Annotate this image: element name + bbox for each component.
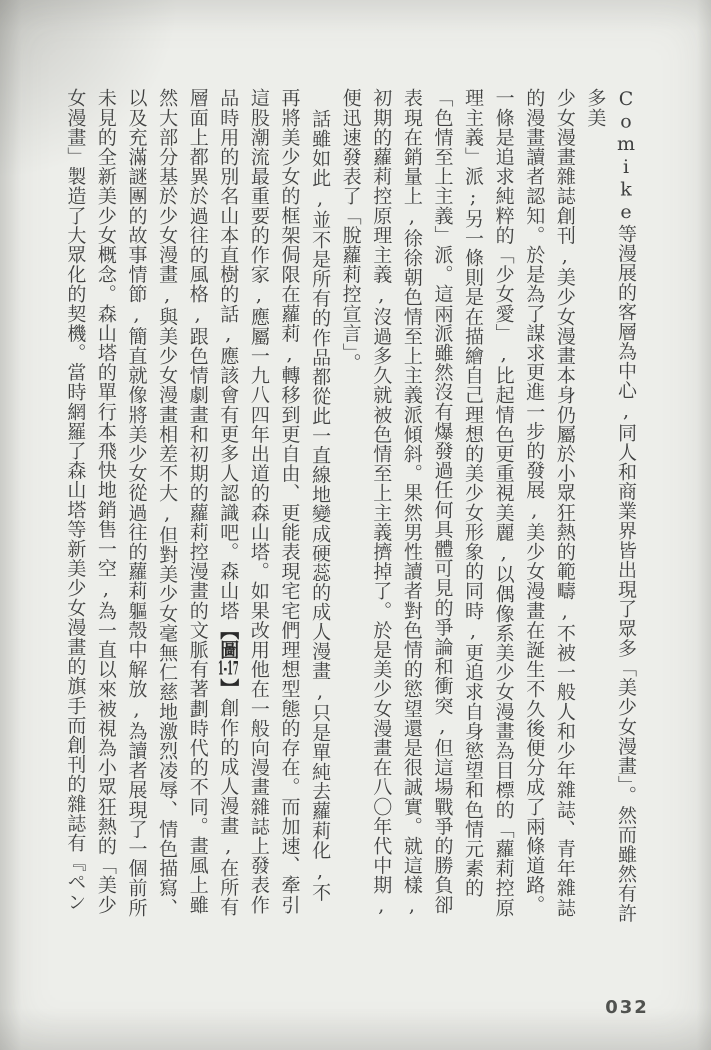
text-column: 便迅速發表了「脫蘿莉控宣言」。 — [339, 88, 362, 373]
text-column: 初期的蘿莉控原理主義,沒過多久就被色情至上主義擠掉了。於是美少女漫畫在八〇年代中期, — [370, 88, 393, 918]
text-column: Comike等漫展的客層為中心,同人和商業界皆出現了眾多「美少女漫畫」。然而雖然有許多美 — [584, 88, 637, 923]
text-column: 表現在銷量上,徐徐朝色情至上主義派傾斜。果然男性讀者對色情的慾望還是很誠實。就這樣, — [400, 88, 423, 918]
column-text: 品時用的別名山本直樹的話,應該會有更多人認識吧。森山塔 — [217, 88, 240, 621]
figure-reference-close: 】 — [217, 678, 240, 699]
text-column: 話雖如此,並不是所有的作品都從此一直線地變成硬蕊的成人漫畫,只是單純去蘿莉化,不 — [309, 109, 332, 902]
figure-reference-number: 1-17 — [217, 659, 239, 679]
column-text: 創作的成人漫畫,在所有 — [217, 698, 240, 917]
text-column: 然大部分基於少女漫畫,與美少女漫畫相差不大,但對美少女毫無仁慈地激烈凌辱、情色描寫、 — [156, 88, 179, 918]
text-column: 「色情至上主義」派。這兩派雖然沒有爆發過任何具體可見的爭論和衝突,但這場戰爭的勝負卻 — [431, 88, 454, 915]
article-text — [60, 88, 641, 928]
figure-reference — [217, 620, 239, 698]
text-column: 層面上都異於過往的風格,跟色情劇畫和初期的蘿莉控漫畫的文脈有著劃時代的不同。畫風上雖 — [186, 88, 209, 915]
text-column: 少女漫畫雜誌創刊,美少女漫畫本身仍屬於小眾狂熱的範疇,不被一般人和少年雜誌、青年雜誌 — [553, 88, 576, 918]
text-column: 未見的全新美少女概念。森山塔的單行本飛快地銷售一空,為一直以來被視為小眾狂熱的「美少 — [94, 88, 117, 915]
text-column: 理主義」派;另一條則是在描繪自己理想的美少女形象的同時,更追求自身慾望和色情元素的 — [462, 88, 485, 898]
text-column: 再將美少女的框架侷限在蘿莉,轉移到更自由、更能表現宅宅們理想型態的存在。而加速、牽引 — [278, 88, 301, 915]
figure-reference-open: 【圖 — [217, 620, 240, 660]
text-column — [213, 88, 244, 928]
text-column: 這股潮流最重要的作家,應屬一九八四年出道的森山塔。如果改用他在一般向漫畫雜誌上發表作 — [247, 88, 270, 915]
text-column: 的漫畫讀者認知。於是為了謀求更進一步的發展,美少女漫畫在誕生不久後便分成了兩條道路。 — [523, 88, 546, 915]
page-number: 032 — [605, 997, 649, 1018]
text-column: 女漫畫」製造了大眾化的契機。當時網羅了森山塔等新美少女漫畫的旗手而創刊的雜誌有『ペン — [64, 88, 87, 912]
text-column: 一條是追求純粹的「少女愛」,比起情色更重視美麗,以偶像系美少女漫畫為目標的「蘿莉控原 — [492, 88, 515, 918]
text-column: 以及充滿謎團的故事情節,簡直就像將美少女從過往的蘿莉軀殼中解放,為讀者展現了一個前所 — [125, 88, 148, 918]
